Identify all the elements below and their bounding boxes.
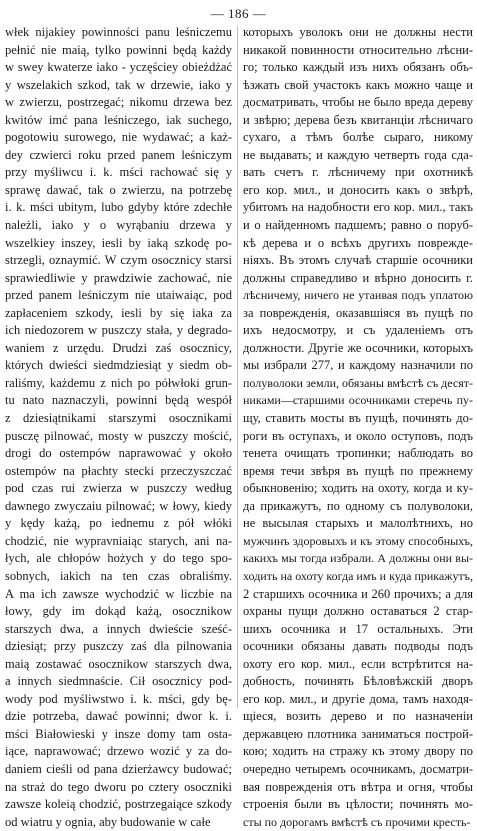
polish-text-line: daniem cieśli od pana dzierżawcy budować; <box>5 761 232 776</box>
polish-text-line: sobnych, iakich na ten czas obraliśmy. <box>5 568 232 583</box>
polish-text-line: pusczę pilnować, mosty w puszczy mościć, <box>5 428 232 443</box>
russian-text-line: полуволоки земли, обязаны вмѣстѣ съ десят- <box>243 375 473 390</box>
polish-text-line: zawsze koleią chodzić, postrzegaiące szkody <box>5 797 232 812</box>
russian-text-line: 2 старшихъ осочника и 260 прочихъ; а для <box>243 586 473 601</box>
polish-text-line: przy myśliwcu i. k. mści rachować się y <box>5 165 232 180</box>
russian-text-line: время течи звѣря въ пущѣ по прежнему <box>243 463 473 478</box>
russian-text-line: ходить на охоту когда имъ и куда прикажутъ, <box>243 568 473 583</box>
russian-text-line: досматривать, чтобы не было вреда дереву <box>243 95 473 110</box>
polish-text-line: maią zostawać osocznikow starszych dwa, <box>5 656 232 671</box>
polish-text-line: których dwieści siedmdziesiąt y siedm ob- <box>5 358 232 373</box>
russian-text-line: сухаго, а тѣмъ болѣе сыраго, никому <box>243 130 473 145</box>
russian-text-line: да прикажутъ, по одному съ полуволоки, <box>243 498 473 513</box>
russian-text-line: очередно четыремъ осочникамъ, досматри- <box>243 761 473 776</box>
polish-text-line: włek nijakiey powinności panu leśniczemu <box>5 25 232 39</box>
polish-text-line: drogi do ostempów naprawować y około <box>5 446 232 461</box>
russian-text-line: вать счетъ г. лѣсничему при охотникѣ <box>243 165 473 180</box>
russian-text-line: шихъ осочника и 17 остальныхъ. Эти <box>243 621 473 636</box>
polish-text-line: kwitów imć pana leśniczego, iak suchego, <box>5 112 232 127</box>
russian-text-line: и о найденномъ падшемъ; равно о поруб- <box>243 218 473 233</box>
russian-text-line: не высылая старыхъ и малолѣтнихъ, но <box>243 516 473 531</box>
polish-text-line: ostempów na płachty stecki przeczyszczać <box>5 463 232 478</box>
polish-text-line: raliśmy, każdemu z nich po półwłoki grun- <box>5 375 232 390</box>
polish-text-line: waniem z urzędu. Drudzi zaś osocznicy, <box>5 340 232 355</box>
russian-text-line: ихъ недосмотру, и съ удаленіемъ отъ <box>243 323 473 338</box>
russian-text-line: щіеся, возить дерево и по назначеніи <box>243 709 473 724</box>
polish-text-line: pogotowiu surowego, nie wydawać; a każ- <box>5 130 232 145</box>
polish-text-line: mści Białowieski y insze domy tam osta- <box>5 726 232 741</box>
polish-text-line: dziesiąt; przy puszczy zaś dla pilnowania <box>5 639 232 654</box>
polish-text-line: starszych dwa, a innych dwieście sześć- <box>5 621 232 636</box>
russian-text-line: строенія были въ цѣлости; починять мо- <box>243 797 473 812</box>
polish-text-line: z dziesiątnikami starszymi osocznikami <box>5 411 232 426</box>
russian-text-line: убитомъ на надобности его кор. мил., такъ <box>243 200 473 215</box>
polish-text-line: A ma ich zawsze wychodzić w liczbie na <box>5 586 232 601</box>
polish-text-line: należli, iako y o wyrąbaniu drzewa y <box>5 218 232 233</box>
russian-text-line: кою; ходить на стражу къ этому двору по <box>243 744 473 759</box>
polish-text-line: na straż do tego dworu po czterу osocznіki <box>5 779 232 794</box>
russian-text-line: добность, починять Бѣловѣжскій дворъ <box>243 674 473 689</box>
polish-text-line: wody pod myśliwstwo i. k. mści, gdy bę- <box>5 691 232 706</box>
russian-text-line: тенета очищать тропинки; наблюдать во <box>243 446 473 461</box>
polish-text-line: pełnić nie maią, tylko powinni będą każdy <box>5 42 232 57</box>
polish-text-line: dzie potrzeba, dawać powinni; dwor k. i. <box>5 709 232 724</box>
russian-text-line: сты по дорогамъ вмѣстѣ съ прочими кресть- <box>243 814 471 829</box>
russian-text-line: какихъ мы тогда избрали. А должны они вы- <box>243 551 473 566</box>
russian-text-line: никами—старшими осочниками стеречь пу- <box>243 393 473 408</box>
polish-text-column <box>5 24 232 831</box>
polish-text-line: przed panem leśniczym nie utaiwaiąc, pod <box>5 288 232 303</box>
russian-text-line: должны справедливо и вѣрно доносить г. <box>243 270 473 285</box>
polish-text-line: sprawiedliwie y prawdziwie zachować, nie <box>5 270 232 285</box>
russian-text-line: мужчинъ здоровыхъ и къ этому способныхъ, <box>243 533 473 548</box>
polish-text-line: w zwierzu, postrzegać; nikomu drzewa bez <box>5 95 232 110</box>
russian-text-line: его кор. мил., и другіе дома, тамъ находя- <box>243 691 473 706</box>
russian-text-column <box>243 24 473 831</box>
russian-text-line: которыхъ уволокъ они не должны нести <box>243 25 473 39</box>
russian-text-line: должности. Другіе же осочники, которыхъ <box>243 340 473 355</box>
column-divider <box>237 26 238 708</box>
polish-text-line: strzegli, oznaymić. W czym osocznicy starsi <box>5 253 232 268</box>
russian-text-line: вая поврежденія отъ вѣтра и огня, чтобы <box>243 779 473 794</box>
russian-text-line: охоту его кор. мил., если встрѣтится на- <box>243 656 473 671</box>
page-number: — 186 — <box>210 6 267 21</box>
russian-text-line: роги въ оступахъ, и около оступовъ, подъ <box>243 428 473 443</box>
polish-text-line: chodzić, nie wypravnіaiąc starych, ani na- <box>5 533 232 548</box>
polish-text-line: y kędy każą, po iednemu z pół włóki <box>5 516 232 531</box>
polish-text-line: w swey kwaterze iako - yczęściey obieżdżać <box>5 60 232 75</box>
russian-text-line: кѣ дерева и о всѣхъ другихъ поврежде- <box>243 235 473 250</box>
polish-text-line: pod czas rui zwierza w puszczy według <box>5 481 232 496</box>
russian-text-line: мы избрали 277, и каждому назначили по <box>243 358 473 373</box>
polish-text-line: dawnego zwyczaiu pilnować; w łowy, kiedy <box>5 498 232 513</box>
russian-text-line: никакой повинности относительно лѣсни- <box>243 42 473 57</box>
russian-text-line: ніяхъ. Въ этомъ случаѣ старшіе осочники <box>243 253 473 268</box>
polish-text-line: łowy, gdy im dokąd każą, osocznikow <box>5 604 232 619</box>
polish-text-line: iące, naprawować; drzewo wozić y za do- <box>5 744 232 759</box>
polish-text-line: dey czwiercі roku przed panem leśniczym <box>5 147 232 162</box>
polish-text-line: tu nato naznaczyli, powinni będą wespół <box>5 393 232 408</box>
russian-text-line: го; только каждый изъ нихъ обязанъ объ- <box>243 60 473 75</box>
russian-text-line: осочники обязаны давать подводы подъ <box>243 639 473 654</box>
russian-text-line: державцею плотника заниматься построй- <box>243 726 473 741</box>
polish-text-line: od wiatru y ognia, aby budowanie w całe <box>5 814 211 829</box>
polish-text-line: ich niedozorem w puszczy stała, y degrado- <box>5 323 232 338</box>
russian-text-line: обыкновенію; ходить на охоту, когда и ку- <box>243 481 473 496</box>
russian-text-line: щу, ставить мосты въ пущѣ, починять до- <box>243 411 473 426</box>
polish-text-line: sprawę dawać, tak o zwierzu, na potrzebę <box>5 182 232 197</box>
russian-text-line: и звѣрю; дерева безъ квитанціи лѣсничаго <box>243 112 473 127</box>
polish-text-line: y wszelakich szkod, tak w drzewie, iako y <box>5 77 232 92</box>
polish-text-line: wszelkiey inszey, iesli by iaką szkodę po- <box>5 235 232 250</box>
polish-text-line: łych, ale chłopów hożych y do tego spo- <box>5 551 232 566</box>
russian-text-line: за поврежденія, оказавшіяся въ пущѣ по <box>243 305 473 320</box>
polish-text-line: a innych siedmnaście. Cił osocznicy pod- <box>5 674 232 689</box>
polish-text-line: i. k. mści ubitym, lubo gdyby które zdechłe <box>5 200 232 215</box>
russian-text-line: охраны пущи должно оставаться 2 стар- <box>243 604 473 619</box>
russian-text-line: не выдавать; и каждую четверть года сда- <box>243 147 473 162</box>
polish-text-line: zapłaceniem szkody, iesli by się iaka za <box>5 305 232 320</box>
russian-text-line: лѣсничему, ничего не утаивая подъ уплатою <box>243 288 473 303</box>
russian-text-line: его кор. мил., и доносить какъ о звѣрѣ, <box>243 182 473 197</box>
russian-text-line: ѣзжать свой участокъ какъ можно чаще и <box>243 77 473 92</box>
